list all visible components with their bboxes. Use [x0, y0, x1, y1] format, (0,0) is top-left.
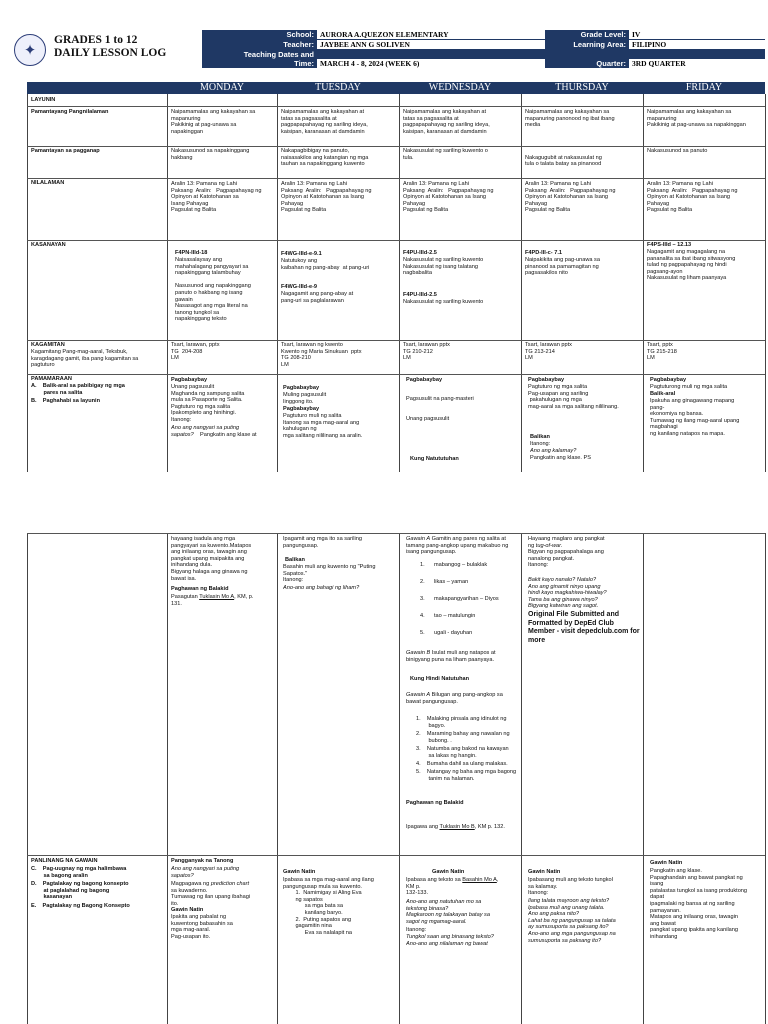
day-monday: MONDAY: [199, 82, 245, 93]
school-value: AURORA A.QUEZON ELEMENTARY: [317, 30, 545, 39]
teacher-label: Teacher:: [283, 40, 314, 49]
kas-monday-text: Naisasalaysay ang mahahalagang pangyayari sa napakinggang talambuhay Nasusunod ang napakinggang panuto o hakbang ng isang gawain Nasasagot ang mga literal na tanong tungkol sa napakinggang teksto: [175, 257, 251, 323]
p3-wednesday-italic: Ano-ano ang natutuhan mo sa tekstong binasa? Magkaroon ng talakayan batay sa sagot ng mgamag-aaral.: [406, 899, 490, 925]
teacher-value: JAYBEE ANN G SOLIVEN: [317, 40, 545, 49]
pp-thursday: Naipamamalas ang kakayahan sa mapanuring panonood ng ibat ibang media: [525, 109, 615, 129]
p3-tuesday-text: Ipabasa sa mga mag-aaral ang ilang pangungusap mula sa kuwento. 1. Namimigay si Aling Eva ng sapatos sa mga bata sa kanilang baryo. 2. Puting sapatos ang gagamitin nina Eva sa nalalapit na: [283, 877, 374, 936]
p2-wed-item-2: 2. likas – yaman: [420, 579, 469, 585]
ppg-thursday: Nakagugubit at nakasusulat ng tula o talata batay sa pinanood: [525, 154, 602, 168]
pam-monday-head: Pagbabaybay: [171, 377, 208, 383]
kas-tuesday-code2: F4WG-IIId-e-9: [281, 284, 318, 290]
kag-wednesday: Tsart, larawan pptx TG 210-212 LM: [403, 342, 450, 362]
kag-friday: Tsart, pptx TG 215-218 LM: [647, 342, 677, 362]
p2-wed-item-4: 4. tao – matulungin: [420, 613, 476, 619]
kas-monday-code: F4PN-IIId-18: [175, 250, 208, 256]
p2-wed-item-1: 1. mabangog – bulaklak: [420, 562, 488, 568]
p3-thursday-italic: Ilang talata mayroon ang teksto? Ipabasa muli ang unang talata. Ano ang paksa nito? Lahat ba ng pangungusap sa talata ay sumusuporta sa paksang ito? Ano-ano ang mga pangungusap na sumusuporta sa paksang ito?: [528, 898, 616, 944]
label-panlinang-d: D. Pagtalakay ng bagong konsepto at paglalahad ng bagong kasanayan: [31, 881, 129, 901]
label-pamantayan-pagganap: Pamantayan sa pagganap: [31, 148, 100, 154]
time-label: Time:: [294, 59, 314, 68]
ppg-monday: Nakasusunod sa napakinggang hakbang: [171, 148, 250, 161]
kag-monday: Tsart, larawan, pptx TG 204-208 LM: [171, 342, 220, 362]
pam-friday-head2: Balik-aral: [650, 391, 676, 397]
pam-thursday-head: Pagbabaybay: [528, 377, 565, 383]
p3-monday-text3: Ipakita ang pabalat ng kuwentong babasahin sa mga mag-aaral. Pag-usapan ito.: [171, 914, 233, 940]
label-nilalaman: NILALAMAN: [31, 180, 65, 186]
p3-tuesday-head: Gawin Natin: [283, 869, 316, 875]
p3-friday-text: Pangkatin ang klase. Papaghandain ang bawat pangkat ng isang patalastas tungkol sa isang produktong dapat ipagmalaki ng bansa at ng sariling pamayanan. Matapos ang inilaang oras, tawagin ang bawat pangkat upang ipakita ang kanilang inihandang: [650, 868, 748, 940]
pam-monday-text: Unang pagsusulit Maghanda ng sampung salita mula sa Pasaporte ng Salita. Pagtuturo ng mga salita Ipakompleto ang hinihingi. Itanong:: [171, 384, 245, 423]
label-pamamaraan-b: B. Paghahabi sa layunin: [31, 398, 101, 404]
label-pamamaraan-a: A. Balik-aral sa pabibigay ng mga pares na salita: [31, 383, 125, 396]
area-value: FILIPINO: [629, 40, 765, 49]
label-kasanayan: KASANAYAN: [31, 242, 66, 248]
p2-wed-item2-2: 2. Maraming bahay ang nawalan ng bubong. .: [416, 731, 510, 744]
pp-friday: Naipamamalas ang kakayahan sa mapanuring Pakikinig at pag-unawa sa napakinggan: [647, 109, 746, 129]
kas-tuesday-text1: Natutukoy ang kaibahan ng pang-abay at pang-uri: [281, 258, 370, 271]
tuklasin-link[interactable]: Tuklasin Mo A: [199, 594, 235, 600]
grade-label: Grade Level:: [580, 30, 626, 39]
p3-wednesday-head: Gawin Natin: [432, 869, 465, 875]
quarter-label: Quarter:: [596, 59, 626, 68]
p2-tuesday-text2: Basahin muli ang kuwento ng "Puting Sapatos." Itanong:: [283, 564, 376, 584]
pam-tuesday-head1: Pagbabaybay: [283, 385, 320, 391]
grade-value: IV: [629, 30, 765, 39]
label-kagamitan-desc: Kagamitang Pang-mag-aaral, Teksbuk, karagdagang gamit, iba pang kagamitan sa pagtuturo: [31, 349, 139, 369]
p2-monday-head: Paghawan ng Balakid: [171, 586, 229, 592]
p2-tuesday-head: Balikan: [285, 557, 305, 563]
p3-monday-head: Pangganyak na Tanong: [171, 858, 234, 864]
pam-monday-italic: Ano ang nangyari sa puting sapatos?: [171, 425, 240, 438]
basahin-link[interactable]: Basahin Mo A: [462, 877, 497, 883]
pam-wednesday-head: Pagbabaybay: [406, 377, 443, 383]
pam-tuesday-text2: Pagtuturo muli ng salita Itanong sa mga mag-aaral ang kahulugan ng mga salitang nililinang sa aralin.: [283, 413, 363, 439]
ppg-wednesday: Nakasusulat ng sariling kuwento o tula.: [403, 148, 488, 161]
kas-thursday-code: F4PD-III-c- 7.1: [525, 250, 562, 256]
pam-monday-tail: Pangkatin ang klase at: [200, 432, 257, 438]
kas-wednesday-code1: F4PU-IIId-2.5: [403, 250, 437, 256]
kag-tuesday: Tsart, larawan ng kwento Kwento ng Maria Sinukuan pptx TG 208-210 LM: [281, 342, 362, 368]
label-kagamitan: KAGAMITAN: [31, 342, 65, 348]
p2-wednesday-gawain-a2: Gawain A Bilugan ang pang-angkop sa bawat pangungusap.: [406, 692, 503, 705]
label-pamamaraan: PAMAMARAAN: [31, 376, 72, 382]
document-title: GRADES 1 to 12 DAILY LESSON LOG: [54, 34, 167, 59]
area-label: Learning Area:: [573, 40, 626, 49]
p2-wednesday-head2: Paghawan ng Balakid: [406, 800, 464, 806]
pp-tuesday: Naipamamalas ang kakayahan at tatas sa pagsasalita at pagpapapahayag ng sariling ideya, kaisipan, karanasan at damdamin: [281, 109, 368, 135]
p3-monday-text: Magpagawa ng prediction chart sa kuwaderno. Tumawag ng ilan upang ibahagi ito.: [171, 881, 251, 907]
p3-thursday-head: Gawin Natin: [528, 869, 561, 875]
p3-wednesday-italic2: Tungkol saan ang binasang teksto? Ano-ano ang nilalaman ng bawat: [406, 934, 494, 947]
kas-wednesday-text2: Nakasusulat ng sariling kuwento: [403, 299, 484, 305]
dates-label: Teaching Dates and: [243, 50, 314, 59]
pam-friday-text: Pagtuturong muli ng mga salita: [650, 384, 728, 390]
label-layunin: LAYUNIN: [31, 97, 56, 103]
nil-tuesday: Aralin 13: Pamana ng Lahi Paksang Aralin: Pagpapahayag ng Opinyon at Katotohanan sa Isang Pahayag Pagsulat ng Balita: [281, 181, 372, 214]
p3-wednesday-text3: Itanong:: [406, 927, 427, 933]
pam-wednesday-text: Pagsusulit na pang-masteri Unang pagsusulit: [406, 396, 474, 422]
pam-friday-head: Pagbabaybay: [650, 377, 687, 383]
label-panlinang-c: C. Pag-uugnay ng mga halimbawa sa bagong aralin: [31, 866, 127, 879]
kas-tuesday-code1: F4WG-IIId-e-9.1: [281, 251, 322, 257]
kas-wednesday-text1: Nakasusulat ng sariling kuwento Nakasusulat ng isang talatang nagbabalita: [403, 257, 484, 277]
pam-thursday-italic: Ano ang kalamay?: [530, 448, 577, 454]
p3-thursday-text: Ipabasang muli ang teksto tungkol sa kalamay. Itanong:: [528, 877, 613, 897]
p2-tuesday-italic: Ano-ano ang bahagi ng liham?: [283, 585, 360, 591]
deped-seal-icon: ✦: [14, 34, 46, 66]
p2-wed-item2-5: 5. Natangay ng baha ang mga bagong tanim na halaman.: [416, 769, 517, 782]
label-panlinang-e: E. Pagtalakay ng Bagong Konsepto: [31, 903, 130, 909]
p2-wednesday-head: Kung Hindi Natutuhan: [410, 676, 470, 682]
pam-tuesday-text1: Muling pagsusulit Iinggong ito.: [283, 392, 327, 405]
dates-value: MARCH 4 - 8, 2024 (WEEK 6): [317, 59, 545, 68]
p2-monday-tuklasin: Pasagutan Tuklasin Mo A, KM, p. 131.: [171, 594, 254, 607]
day-wednesday: WEDNESDAY: [428, 82, 492, 93]
nil-thursday: Aralin 13: Pamana ng Lahi Paksang Aralin: Pagpapahayag ng Opinyon at Katotohanan sa Isang Pahayag Pagsulat ng Balita: [525, 181, 616, 214]
p3-monday-italic: Ano ang nangyari sa puting sapatos?: [171, 866, 240, 879]
kag-thursday: Tsart, larawan pptx TG 213-214 LM: [525, 342, 572, 362]
kas-thursday-text: Naipakikita ang pag-unawa sa pinanood sa pamamagitan ng pagsasakilos nito: [525, 257, 600, 277]
p2-tuesday-text: Ipagamit ang mga ito sa sariling pangungusap.: [283, 536, 362, 549]
pam-thursday-text2: Itanong:: [530, 441, 551, 447]
p2-wed-item-3: 3. makapangyarihan – Diyos: [420, 596, 499, 602]
p2-wednesday-intro: Gawain A Gamitin ang pares ng salita at tamang pang-angkop upang makabuo ng isang pangungusap.: [406, 536, 509, 556]
p2-wed-item-5: 5. ugali - dayuhan: [420, 630, 473, 636]
day-friday: FRIDAY: [685, 82, 723, 93]
nil-friday: Aralin 13: Pamana ng Lahi Paksang Aralin: Pagpapahayag ng Opinyon at Katotohanan sa Isang Pahayag Pagsulat ng Balita: [647, 181, 738, 214]
school-label: School:: [286, 30, 314, 39]
pam-tuesday-head2: Pagbabaybay: [283, 406, 320, 412]
pam-thursday-text: Pagtuturo ng mga salita Pag-usapan ang sariling pakahulugan ng mga mag-aaral sa mga salitang nililinang.: [528, 384, 619, 410]
quarter-value: 3RD QUARTER: [629, 59, 765, 68]
p2-monday-text: hayaang isadula ang mga pangyayari sa kuwento.Matapos ang inilaang oras, tawagin ang pangkat upang maipakita ang inihandang dula. Bigyang halaga ang ginawa ng bawat isa.: [171, 536, 252, 582]
nil-wednesday: Aralin 13: Pamana ng Lahi Paksang Aralin: Pagpapahayag ng Opinyon at Katotohanan sa Isang Pahayag Pagsulat ng Balita: [403, 181, 494, 214]
pam-thursday-tail: Pangkatin ang klase. PS: [530, 455, 591, 461]
ppg-tuesday: Nakapagbibigay na panuto, naisasakilos ang katangian ng mga tauhan sa napakinggang kuwento: [281, 148, 369, 168]
pam-thursday-head2: Balikan: [530, 434, 550, 440]
p3-monday-head2: Gawin Natin: [171, 907, 204, 913]
kas-friday-code: F4PS-IIId – 12.13: [647, 242, 692, 248]
p3-friday-head: Gawin Natin: [650, 860, 683, 866]
pp-monday: Naipamamalas ang kakayahan sa mapanuring Pakikinig at pag-unawa sa napakinggan: [171, 109, 256, 135]
p2-wednesday-gawain-b: Gawain B Isulat muli ang natapos at binigyang puna na liham paanyaya.: [406, 650, 496, 663]
pp-wednesday: Naipamamalas ang kakayahan at tatas sa pagsasalita at pagpapapahayag ng sariling ideya, kaisipan, karanasan at damdamin: [403, 109, 490, 135]
p2-wednesday-tuklasin: Ipagawa ang Tuklasin Mo B, KM p. 132.: [406, 824, 505, 830]
p3-wednesday-text: Ipabasa ang teksto sa Basahin Mo A, KM p. 132-133.: [406, 877, 499, 897]
pam-wednesday-head2: Kung Natututuhan: [410, 456, 459, 462]
kas-tuesday-text2: Nagagamit ang pang-abay at pang-uri sa paglalarawan: [281, 291, 354, 304]
ppg-friday: Nakasusunod sa panuto: [647, 148, 708, 154]
tuklasin-b-link[interactable]: Tuklasin Mo B: [439, 824, 475, 830]
depedclub-note: Original File Submitted and Formatted by DepEd Club Member - visit depedclub.com for more: [528, 611, 640, 644]
p2-wed-item2-4: 4. Bumaha dahil sa ulang malakas.: [416, 761, 508, 767]
day-thursday: THURSDAY: [555, 82, 609, 93]
kas-wednesday-code2: F4PU-IIId-2.5: [403, 292, 437, 298]
p2-thursday-text: Hayaang maglaro ang pangkat ng tug-of-war. Bigyan ng pagpapahalaga ang nanalong pangkat. Itanong:: [528, 536, 605, 569]
label-pamantayang-pangnilalaman: Pamantayang Pangnilalaman: [31, 109, 109, 115]
label-panlinang: PANLINANG NA GAWAIN: [31, 858, 98, 864]
p2-wed-item2-3: 3. Natumba ang bakod na kawayan sa lakas ng hangin.: [416, 746, 509, 759]
day-tuesday: TUESDAY: [315, 82, 361, 93]
p2-thursday-italic: Bakit kayo nanalo? Natalo? Ano ang ginamit ninyo upang hindi kayo magkahiwa-hiwalay? Tama ba ang ginawa ninyo? Bigyang katwiran ang sagot.: [528, 577, 607, 610]
pam-friday-text2: Ipakuha ang ginagawang mapang pang- ekonomiya ng bansa. Tumawag ng ilang mag-aaral upang magbahagi ng kanilang natapos na mapa.: [650, 398, 740, 437]
p2-wed-item2-1: 1. Malaking pinsala ang idinulot ng bagyo.: [416, 716, 507, 729]
kas-friday-text: Nagagamit ang magagalang na pananalita sa ibat ibang sitwasyong tulad ng pagpapahayag ng hindi pagsang-ayon Nakasusulat ng liham paanyaya: [647, 249, 736, 282]
nil-monday: Aralin 13: Pamana ng Lahi Paksang Aralin: Pagpapahayag ng Opinyon at Katotohanan sa Isang Pahayag Pagsulat ng Balita: [171, 181, 262, 214]
